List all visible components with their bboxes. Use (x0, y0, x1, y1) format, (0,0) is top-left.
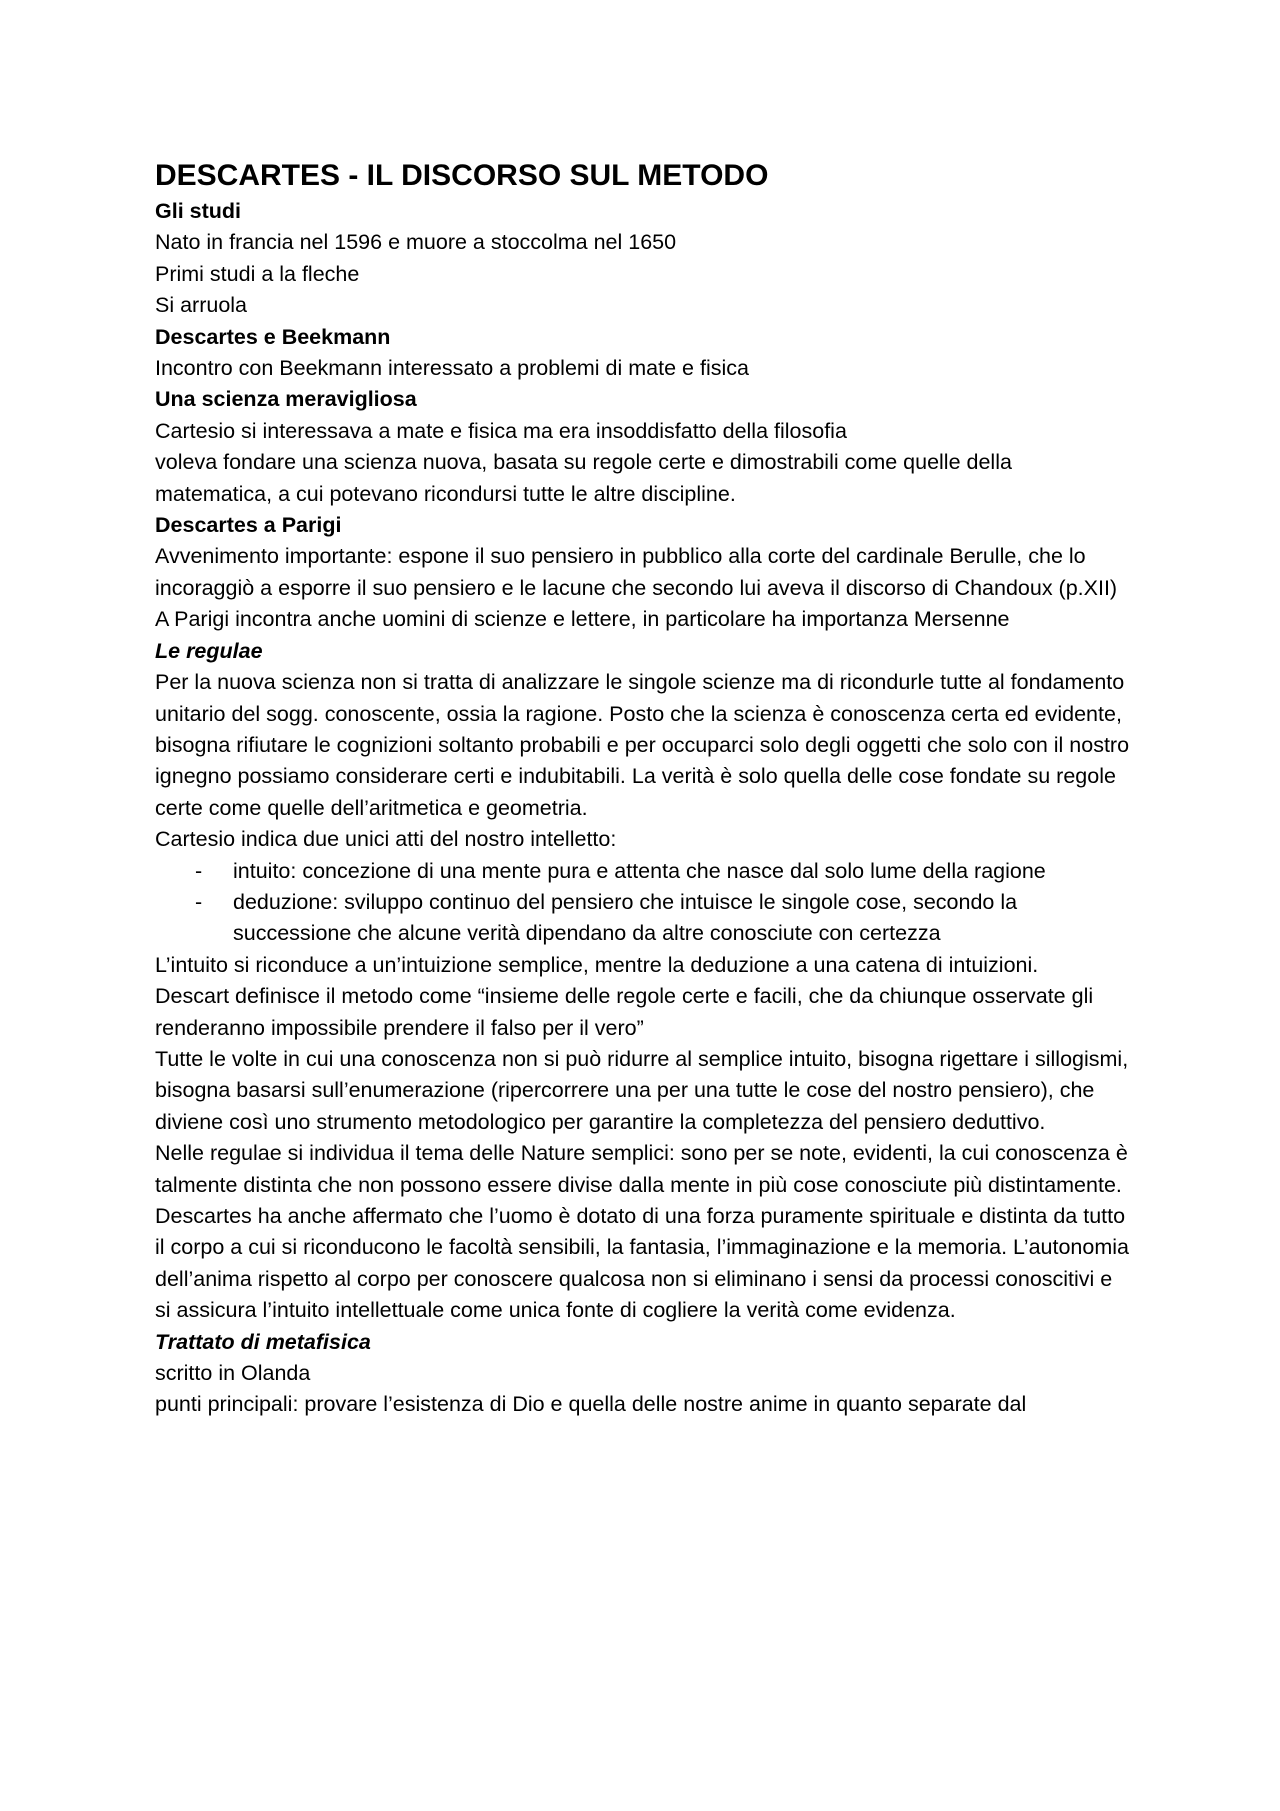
section-heading-descartes-e-beekmann: Descartes e Beekmann (155, 324, 391, 349)
document-body (155, 156, 1130, 1421)
paragraph: Per la nuova scienza non si tratta di analizzare le singole scienze ma di ricondurle tutte al fondamento unitario del sogg. conoscente, ossia la ragione. Posto che la scienza è conoscenza certa ed evidente, bisogna rifiutare le cognizioni soltanto probabili e per occuparci solo degli oggetti che solo con il nostro ignegno possiamo considerare certi e indubitabili. La verità è solo quella delle cose fondate su regole certe come quelle dell’aritmetica e geometria. (155, 670, 1130, 820)
paragraph: L’intuito si riconduce a un’intuizione semplice, mentre la deduzione a una catena di intuizioni. (155, 952, 1039, 977)
document-title: DESCARTES - IL DISCORSO SUL METODO (155, 159, 769, 192)
paragraph: scritto in Olanda (155, 1361, 311, 1386)
paragraph: Descart definisce il metodo come “insieme delle regole certe e facili, che da chiunque osservate gli renderanno impossibile prendere il falso per il vero” (155, 984, 1094, 1040)
dash-bullet: - (195, 889, 203, 914)
list-item (155, 887, 1130, 950)
paragraph: Si arruola (155, 293, 248, 318)
section-heading-descartes-a-parigi: Descartes a Parigi (155, 513, 342, 538)
paragraph: punti principali: provare l’esistenza di Dio e quella delle nostre anime in quanto separate dal (155, 1392, 1027, 1417)
list-item (155, 856, 1130, 887)
paragraph: Primi studi a la fleche (155, 261, 360, 286)
section-heading-trattato-di-metafisica: Trattato di metafisica (155, 1329, 371, 1354)
list-item-text: deduzione: sviluppo continuo del pensiero che intuisce le singole cose, secondo la successione che alcune verità dipendano da altre conosciute con certezza (233, 889, 1018, 946)
paragraph: Tutte le volte in cui una conoscenza non si può ridurre al semplice intuito, bisogna rigettare i sillogismi, bisogna basarsi sull’enumerazione (ripercorrere una per una tutte le cose del nostro pensiero), che diviene così uno strumento metodologico per garantire la completezza del pensiero deduttivo. (155, 1046, 1129, 1134)
paragraph: Nelle regulae si individua il tema delle Nature semplici: sono per se note, evidenti, la cui conoscenza è talmente distinta che non possono essere divise dalla mente in più cose conosciute più distintamente. (155, 1141, 1128, 1197)
section-heading-gli-studi: Gli studi (155, 199, 241, 223)
paragraph: Cartesio indica due unici atti del nostro intelletto: (155, 827, 617, 852)
section-heading-una-scienza-meravigliosa: Una scienza meravigliosa (155, 387, 417, 412)
paragraph: Incontro con Beekmann interessato a problemi di mate e fisica (155, 356, 749, 381)
section-heading-le-regulae: Le regulae (155, 638, 263, 663)
paragraph: Descartes ha anche affermato che l’uomo è dotato di una forza puramente spirituale e distinta da tutto il corpo a cui si riconducono le facoltà sensibili, la fantasia, l’immaginazione e la memoria. L’autonomia dell’anima rispetto al corpo per conoscere qualcosa non si eliminano i sensi da processi conoscitivi e si assicura l’intuito intellettuale come unica fonte di cogliere la verità come evidenza. (155, 1204, 1129, 1323)
paragraph: voleva fondare una scienza nuova, basata su regole certe e dimostrabili come quelle della matematica, a cui potevano ricondursi tutte le altre discipline. (155, 450, 1012, 506)
paragraph: Nato in francia nel 1596 e muore a stoccolma nel 1650 (155, 230, 677, 255)
paragraph: A Parigi incontra anche uomini di scienze e lettere, in particolare ha importanza Mersenne (155, 607, 1010, 632)
paragraph: Avvenimento importante: espone il suo pensiero in pubblico alla corte del cardinale Berulle, che lo incoraggiò a esporre il suo pensiero e le lacune che secondo lui aveva il discorso di Chandoux (p.XII) (155, 544, 1118, 600)
paragraph: Cartesio si interessava a mate e fisica ma era insoddisfatto della filosofia (155, 418, 847, 443)
dash-bullet: - (195, 858, 203, 883)
list-item-text: intuito: concezione di una mente pura e attenta che nasce dal solo lume della ragione (233, 858, 1046, 883)
bullet-list (155, 856, 1130, 950)
